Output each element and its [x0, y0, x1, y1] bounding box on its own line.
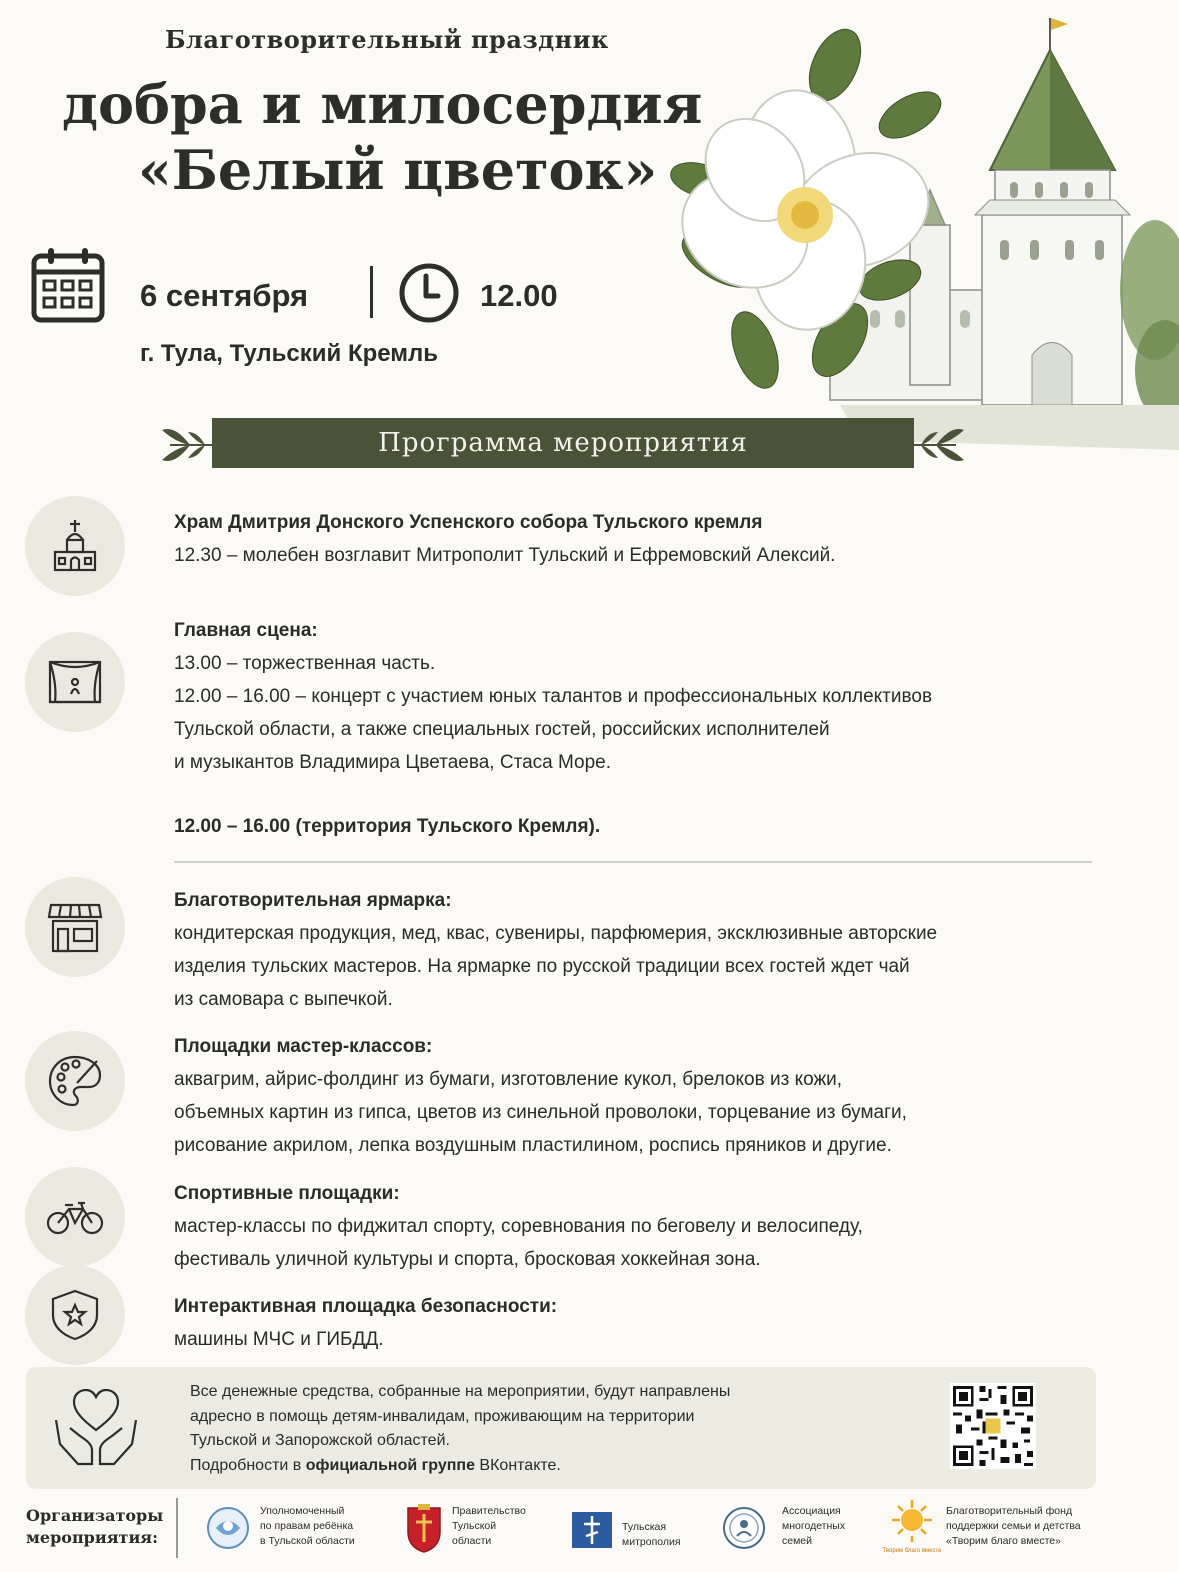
section-church-line: 12.30 – молебен возглавит Митрополит Тульский и Ефремовский Алексий. — [174, 545, 836, 566]
market-icon-circle — [25, 877, 125, 977]
organizer-line: поддержки семьи и детства — [946, 1520, 1081, 1532]
section-church — [174, 506, 1104, 572]
event-time: 12.00 — [480, 278, 558, 313]
heart-hands-icon — [50, 1380, 142, 1472]
section-fair-line: изделия тульских мастеров. На ярмарке по русской традиции всех гостей ждет чай — [174, 956, 910, 977]
section-masterclasses-heading: Площадки мастер-классов: — [174, 1036, 433, 1057]
program-banner — [212, 418, 914, 468]
qr-code[interactable] — [950, 1383, 1036, 1469]
section-territory — [174, 810, 1104, 843]
organizer-line: области — [452, 1535, 492, 1547]
section-main-stage-line: Тульской области, а также специальных гостей, российских исполнителей — [174, 719, 830, 740]
stage-icon — [47, 654, 103, 710]
organizer-association — [782, 1504, 845, 1549]
flower-kremlin-illustration — [660, 10, 1179, 465]
section-divider — [174, 861, 1092, 863]
donation-line — [190, 1454, 890, 1479]
organizer-line: Благотворительный фонд — [946, 1505, 1073, 1517]
organizer-line: Ассоциация — [782, 1505, 841, 1517]
organizers-label — [26, 1505, 163, 1549]
section-main-stage-line: и музыкантов Владимира Цветаева, Стаса Море. — [174, 752, 612, 773]
section-safety-heading: Интерактивная площадка безопасности: — [174, 1296, 558, 1317]
section-safety — [174, 1290, 1104, 1356]
section-main-stage-line: 13.00 – торжественная часть. — [174, 653, 436, 674]
church-icon — [47, 518, 103, 574]
section-main-stage — [174, 614, 1104, 779]
event-subtitle: Благотворительный праздник — [165, 25, 609, 54]
section-fair — [174, 884, 1104, 1016]
ombudsman-logo-icon — [206, 1502, 250, 1554]
organizer-line: Правительство — [452, 1505, 526, 1517]
section-masterclasses-line: объемных картин из гипса, цветов из синельной проволоки, торцевание из бумаги, — [174, 1102, 907, 1123]
section-sports-line: фестиваль уличной культуры и спорта, бросковая хоккейная зона. — [174, 1249, 761, 1270]
organizer-metropolis — [622, 1520, 681, 1550]
leaf-ornament-right — [906, 420, 966, 470]
stage-icon-circle — [25, 632, 125, 732]
palette-icon — [47, 1053, 103, 1109]
section-sports-heading: Спортивные площадки: — [174, 1183, 400, 1204]
palette-icon-circle — [25, 1031, 125, 1131]
shield-star-icon — [47, 1287, 103, 1343]
section-main-stage-heading: Главная сцена: — [174, 620, 318, 641]
shield-icon-circle — [25, 1265, 125, 1365]
donation-text — [190, 1380, 890, 1478]
vk-group-link[interactable]: официальной группе — [305, 1456, 475, 1474]
bicycle-icon-circle — [25, 1167, 125, 1267]
large-families-association-logo-icon — [722, 1502, 766, 1554]
charity-fund-sun-logo-icon — [882, 1498, 942, 1556]
bicycle-icon — [47, 1189, 103, 1245]
section-safety-line: машины МЧС и ГИБДД. — [174, 1329, 384, 1350]
organizer-line: Уполномоченный — [260, 1505, 345, 1517]
clock-icon — [398, 262, 460, 324]
section-fair-line: кондитерская продукция, мед, квас, сувениры, парфюмерия, эксклюзивные авторские — [174, 923, 938, 944]
leaf-ornament-left — [160, 420, 220, 470]
organizer-government — [452, 1504, 526, 1549]
event-place: г. Тула, Тульский Кремль — [140, 340, 439, 367]
organizer-ombudsman — [260, 1504, 355, 1549]
tula-metropolis-logo-icon — [570, 1510, 614, 1550]
section-main-stage-line: 12.00 – 16.00 – концерт с участием юных талантов и профессиональных коллективов — [174, 686, 933, 707]
donation-details-suffix: ВКонтакте. — [474, 1456, 561, 1474]
section-sports-line: мастер-классы по фиджитал спорту, соревнования по беговелу и велосипеду, — [174, 1216, 863, 1237]
section-sports — [174, 1177, 1104, 1276]
section-masterclasses-line: аквагрим, айрис-фолдинг из бумаги, изготовление кукол, брелоков из кожи, — [174, 1069, 843, 1090]
organizer-line: по правам ребёнка — [260, 1520, 354, 1532]
date-time-divider — [370, 266, 373, 318]
organizer-line: многодетных — [782, 1520, 846, 1532]
market-icon — [47, 899, 103, 955]
calendar-icon — [30, 246, 106, 324]
event-title-line2: «Белый цветок» — [138, 138, 658, 202]
organizers-label-line1: Организаторы — [26, 1506, 164, 1525]
event-title-line1: добра и милосердия — [62, 72, 703, 136]
organizer-line: Тульской — [452, 1520, 497, 1532]
organizers-divider — [176, 1498, 178, 1558]
organizer-line: «Творим благо вместе» — [946, 1535, 1061, 1547]
charity-fund-logo-text: Творим благо вместе — [882, 1548, 942, 1554]
donation-details-prefix: Подробности в — [190, 1456, 306, 1474]
tula-government-emblem-icon — [402, 1502, 446, 1554]
church-icon-circle — [25, 496, 125, 596]
donation-line: адресно в помощь детям-инвалидам, проживающим на территории — [190, 1407, 695, 1425]
section-masterclasses — [174, 1030, 1104, 1162]
donation-line: Все денежные средства, собранные на мероприятии, будут направлены — [190, 1383, 731, 1400]
section-territory-text: 12.00 – 16.00 (территория Тульского Кремля). — [174, 816, 601, 837]
organizer-line: семей — [782, 1535, 813, 1547]
section-masterclasses-line: рисование акрилом, лепка воздушным пластилином, роспись пряников и другие. — [174, 1135, 892, 1156]
donation-line: Тульской и Запорожской областей. — [190, 1432, 450, 1449]
organizer-charity-fund — [946, 1504, 1081, 1549]
section-fair-line: из самовара с выпечкой. — [174, 989, 393, 1010]
organizers-label-line2: мероприятия: — [26, 1528, 159, 1547]
organizer-line: в Тульской области — [260, 1535, 355, 1547]
organizer-line: митрополия — [622, 1536, 681, 1548]
organizer-line: Тульская — [622, 1521, 667, 1533]
section-fair-heading: Благотворительная ярмарка: — [174, 890, 452, 911]
event-date: 6 сентября — [140, 278, 309, 313]
section-church-heading: Храм Дмитрия Донского Успенского собора Тульского кремля — [174, 512, 763, 533]
program-banner-label: Программа мероприятия — [378, 428, 748, 458]
